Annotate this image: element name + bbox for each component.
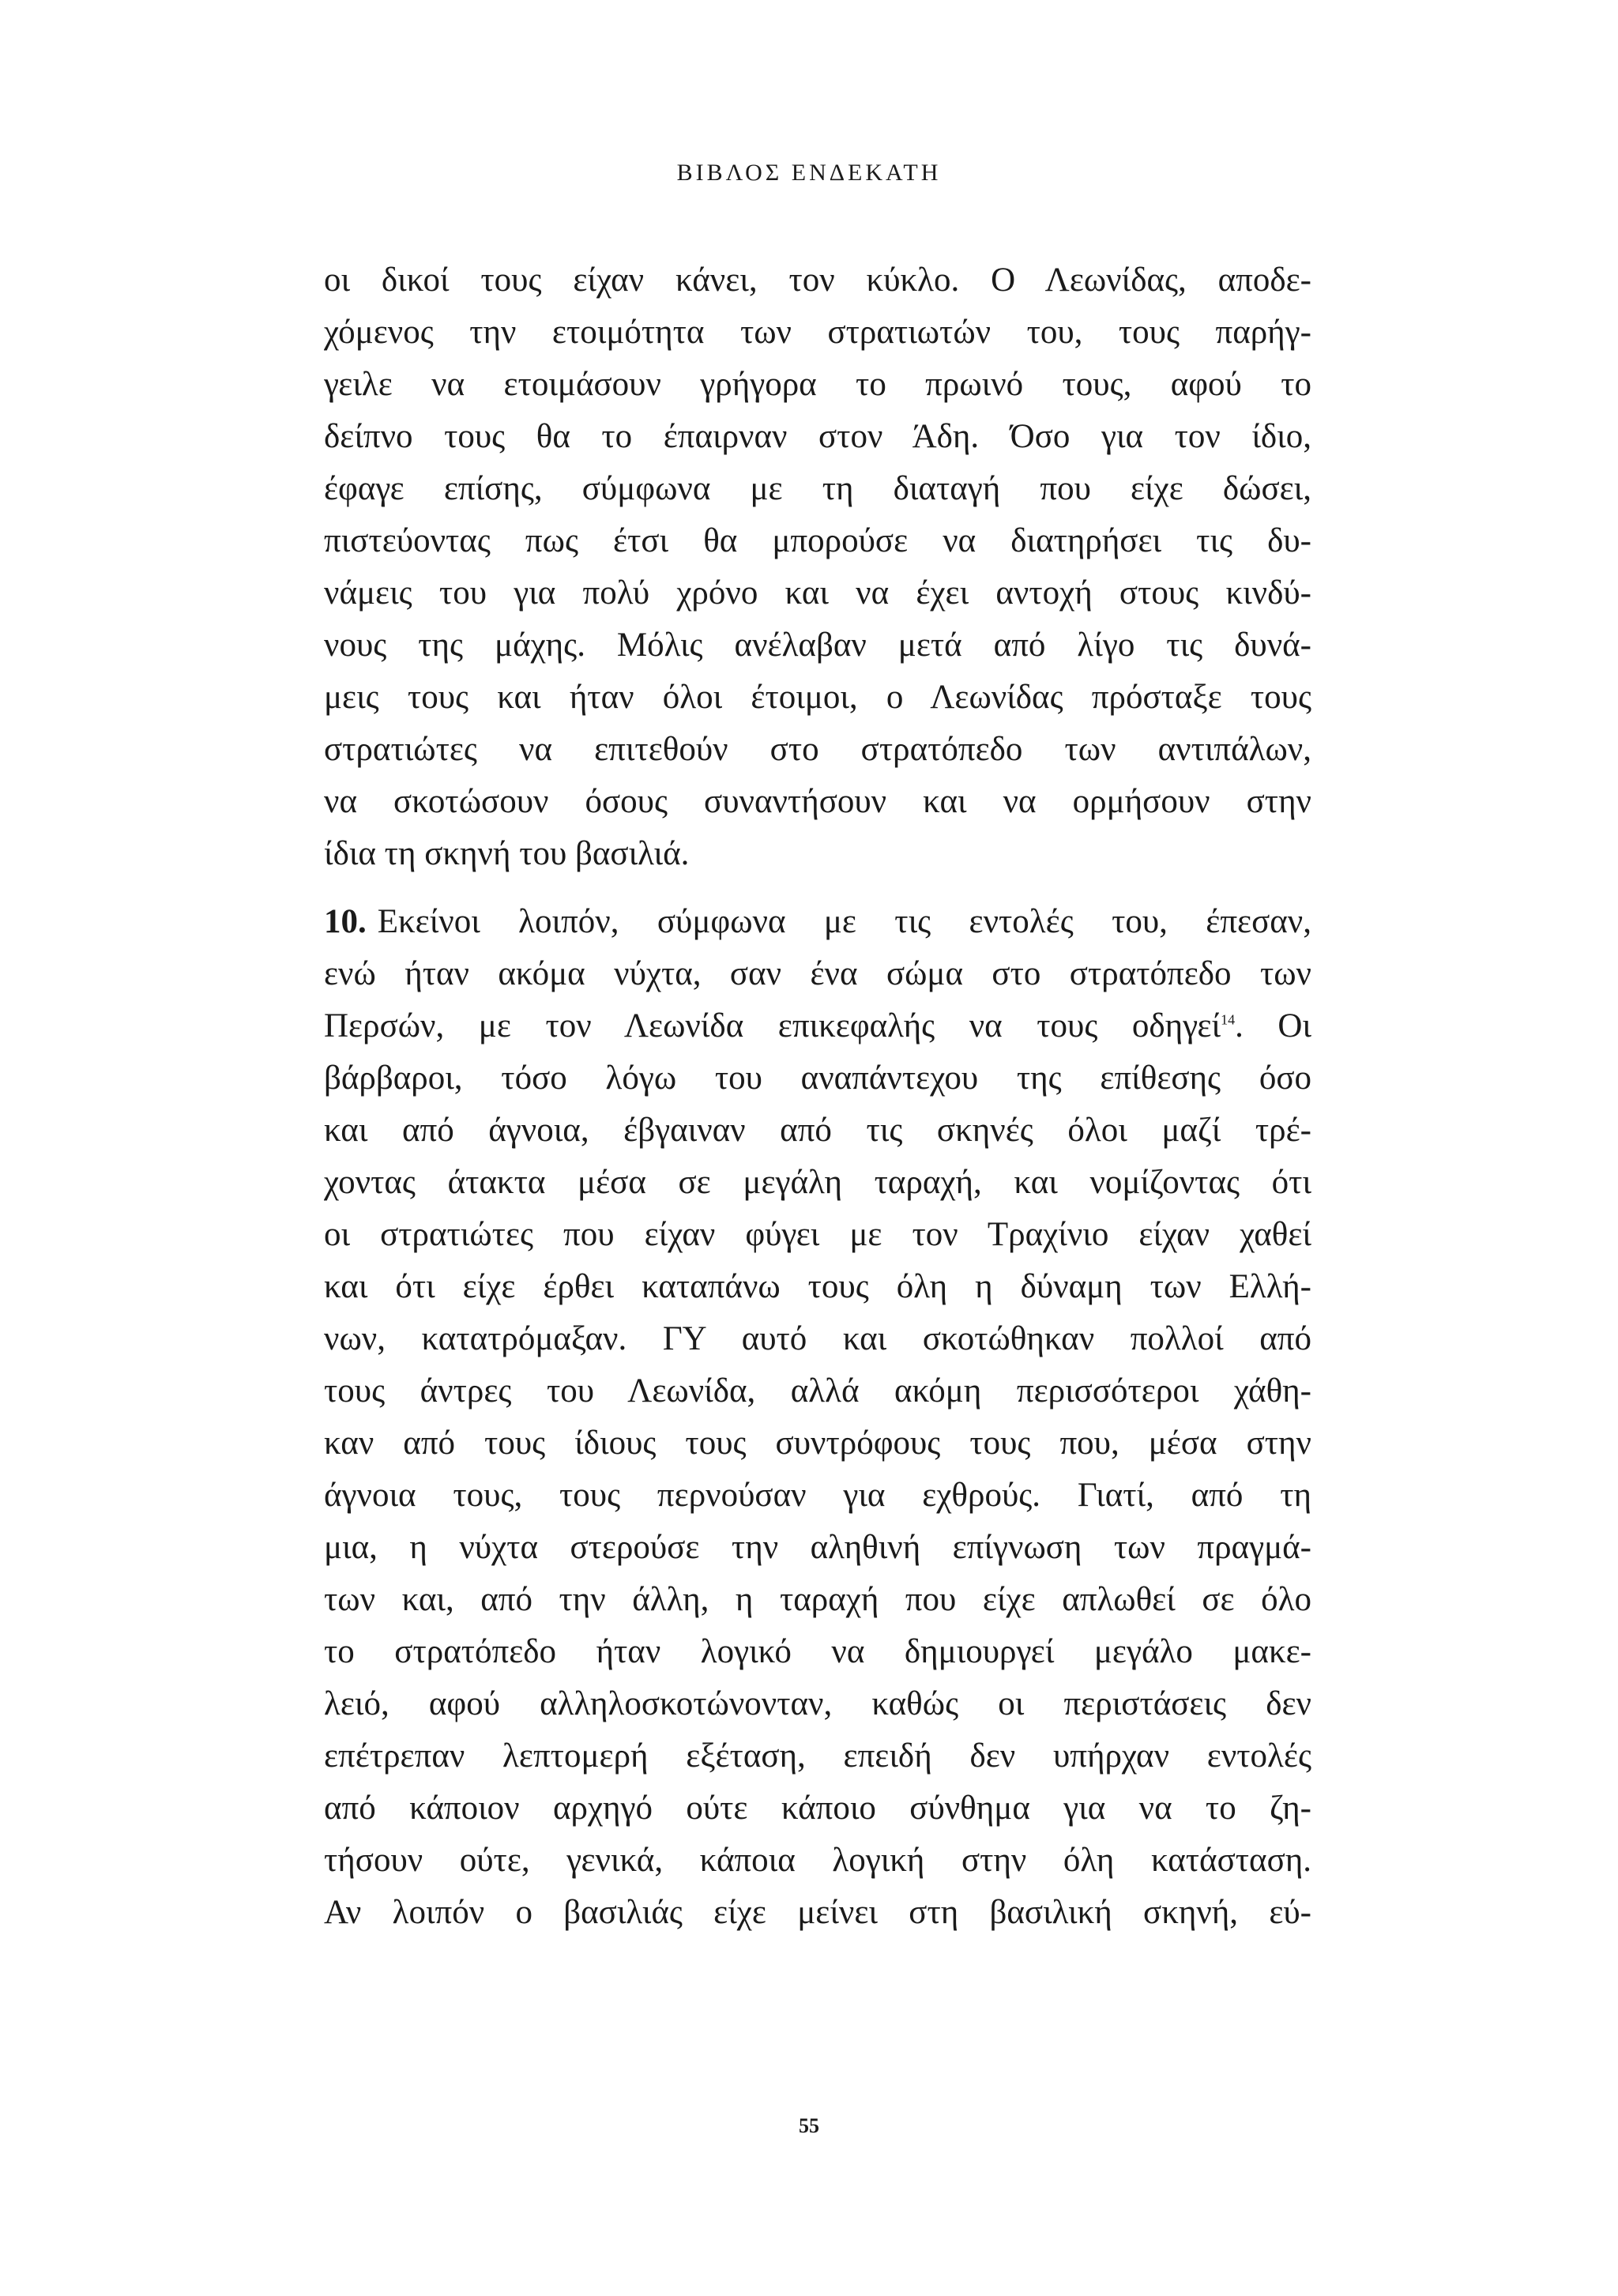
text-segment: Εκείνοι λοιπόν, σύμφωνα με τις εντολές του, έπεσαν, [377, 903, 1311, 940]
paragraph-1 [324, 254, 1311, 880]
text-segment: Περσών, με τον Λεωνίδα επικεφαλής να τους οδηγεί [324, 1007, 1221, 1044]
text-line: άγνοια τους, τους περνούσαν για εχθρούς. Γιατί, από τη [324, 1477, 1311, 1514]
text-line: τους άντρες του Λεωνίδα, αλλά ακόμη περισσότεροι χάθη- [324, 1372, 1311, 1410]
text-line-with-footnote [324, 1000, 1311, 1052]
text-line: νους της μάχης. Μόλις ανέλαβαν μετά από λίγο τις δυνά- [324, 627, 1311, 664]
section-number: 10. [324, 903, 367, 940]
text-line: λειό, αφού αλληλοσκοτώνονταν, καθώς οι περιστάσεις δεν [324, 1685, 1311, 1722]
text-line: ίδια τη σκηνή του βασιλιά. [324, 835, 690, 872]
text-line: Αν λοιπόν ο βασιλιάς είχε μείνει στη βασιλική σκηνή, εύ- [324, 1894, 1311, 1931]
page-number: 55 [799, 2114, 819, 2137]
paragraph-10 [324, 896, 1311, 1939]
text-line: μια, η νύχτα στερούσε την αληθινή επίγνωση των πραγμά- [324, 1529, 1311, 1566]
footnote-marker[interactable]: 14 [1221, 1011, 1236, 1028]
text-line: οι δικοί τους είχαν κάνει, τον κύκλο. Ο Λεωνίδας, αποδε- [324, 262, 1311, 299]
text-line: έφαγε επίσης, σύμφωνα με τη διαταγή που είχε δώσει, [324, 470, 1311, 507]
running-head: ΒΙΒΛΟΣ ΕΝΔΕΚΑΤΗ [676, 160, 942, 186]
text-line: νων, κατατρόμαξαν. ΓΥ αυτό και σκοτώθηκαν πολλοί από [324, 1320, 1311, 1357]
text-line: χοντας άτακτα μέσα σε μεγάλη ταραχή, και νομίζοντας ότι [324, 1164, 1311, 1201]
text-line-first [324, 896, 1311, 948]
text-line: πιστεύοντας πως έτσι θα μπορούσε να διατηρήσει τις δυ- [324, 522, 1311, 559]
text-segment: . Οι [1235, 1007, 1311, 1044]
text-line: των και, από την άλλη, η ταραχή που είχε απλωθεί σε όλο [324, 1581, 1311, 1618]
text-line: δείπνο τους θα το έπαιρναν στον Άδη. Όσο για τον ίδιο, [324, 418, 1311, 455]
text-line: καν από τους ίδιους τους συντρόφους τους που, μέσα στην [324, 1425, 1311, 1462]
text-line: τήσουν ούτε, γενικά, κάποια λογική στην όλη κατάσταση. [324, 1842, 1311, 1879]
text-line: βάρβαροι, τόσο λόγω του αναπάντεχου της επίθεσης όσο [324, 1060, 1311, 1097]
text-line: από κάποιον αρχηγό ούτε κάποιο σύνθημα για να το ζη- [324, 1790, 1311, 1827]
text-line: το στρατόπεδο ήταν λογικό να δημιουργεί μεγάλο μακε- [324, 1633, 1311, 1670]
text-line: μεις τους και ήταν όλοι έτοιμοι, ο Λεωνίδας πρόσταξε τους [324, 679, 1311, 716]
text-line: να σκοτώσουν όσους συναντήσουν και να ορμήσουν στην [324, 783, 1311, 820]
text-line: ενώ ήταν ακόμα νύχτα, σαν ένα σώμα στο στρατόπεδο των [324, 955, 1311, 992]
text-line: επέτρεπαν λεπτομερή εξέταση, επειδή δεν υπήρχαν εντολές [324, 1737, 1311, 1775]
text-line: και από άγνοια, έβγαιναν από τις σκηνές όλοι μαζί τρέ- [324, 1112, 1311, 1149]
text-line: νάμεις του για πολύ χρόνο και να έχει αντοχή στους κινδύ- [324, 574, 1311, 612]
text-line: γειλε να ετοιμάσουν γρήγορα το πρωινό τους, αφού το [324, 366, 1311, 403]
text-line: στρατιώτες να επιτεθούν στο στρατόπεδο των αντιπάλων, [324, 731, 1311, 768]
text-line: οι στρατιώτες που είχαν φύγει με τον Τραχίνιο είχαν χαθεί [324, 1216, 1311, 1253]
text-line: χόμενος την ετοιμότητα των στρατιωτών του, τους παρήγ- [324, 314, 1311, 351]
text-line: και ότι είχε έρθει καταπάνω τους όλη η δύναμη των Ελλή- [324, 1268, 1311, 1305]
